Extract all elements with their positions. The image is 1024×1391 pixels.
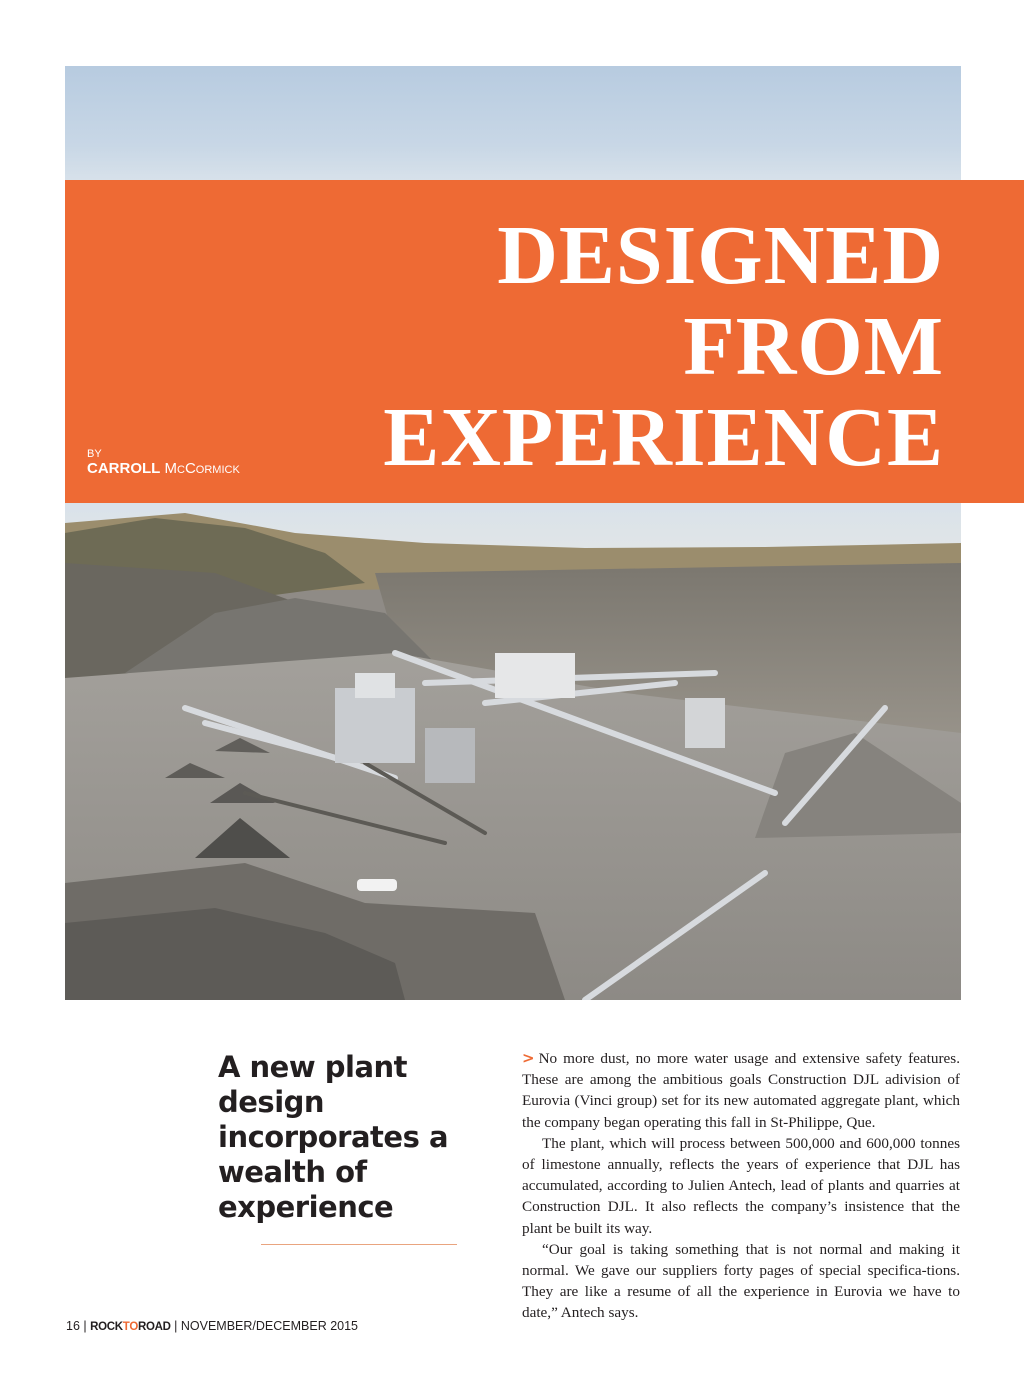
hero-photo-sky — [65, 66, 961, 180]
quarry-plant-photo — [65, 503, 961, 1000]
body-paragraph: “Our goal is taking something that is not normal and making it normal. We gave our suppliers forty pages of special specifica-tions. They are like a resume of all the experience in Eurovia we have to date,” Antech says. — [522, 1240, 960, 1322]
body-paragraph: The plant, which will process between 500,000 and 600,000 tonnes of limestone annually, reflects the years of experience that DJL has accumulated, according to Julien Antech, lead of plants and quarries at Construction DJL. It also reflects the company’s insistence that the plant be built its way. — [522, 1134, 960, 1237]
article-title — [383, 210, 944, 483]
magazine-logo: ROCKTOROAD — [90, 1321, 171, 1333]
deck-divider — [261, 1244, 457, 1245]
byline-by: BY — [87, 448, 102, 460]
title-banner — [65, 180, 1024, 503]
title-line: EXPERIENCE — [383, 391, 944, 484]
footer-separator: | — [174, 1319, 178, 1333]
body-paragraph: > No more dust, no more water usage and extensive safety features. These are among the ambitious goals Construction DJL adivision of Eurovia (Vinci group) set for its new automated aggregate plant, which the company began operating this fall in St-Philippe, Que. — [522, 1049, 960, 1131]
author-name: CARROLL MCCORMICK — [87, 460, 240, 477]
lead-chevron-icon: > — [522, 1049, 535, 1067]
article-body — [522, 1048, 960, 1324]
title-line: FROM — [683, 300, 944, 393]
article-deck: A new plant design incorporates a wealth of experience — [218, 1050, 449, 1224]
byline — [87, 448, 240, 479]
author-first: CARROLL — [87, 460, 161, 477]
footer-separator: | — [83, 1319, 87, 1333]
issue-date: NOVEMBER/DECEMBER 2015 — [180, 1319, 358, 1333]
page-footer — [66, 1319, 358, 1333]
title-line: DESIGNED — [497, 209, 944, 302]
page-number: 16 — [66, 1319, 80, 1333]
